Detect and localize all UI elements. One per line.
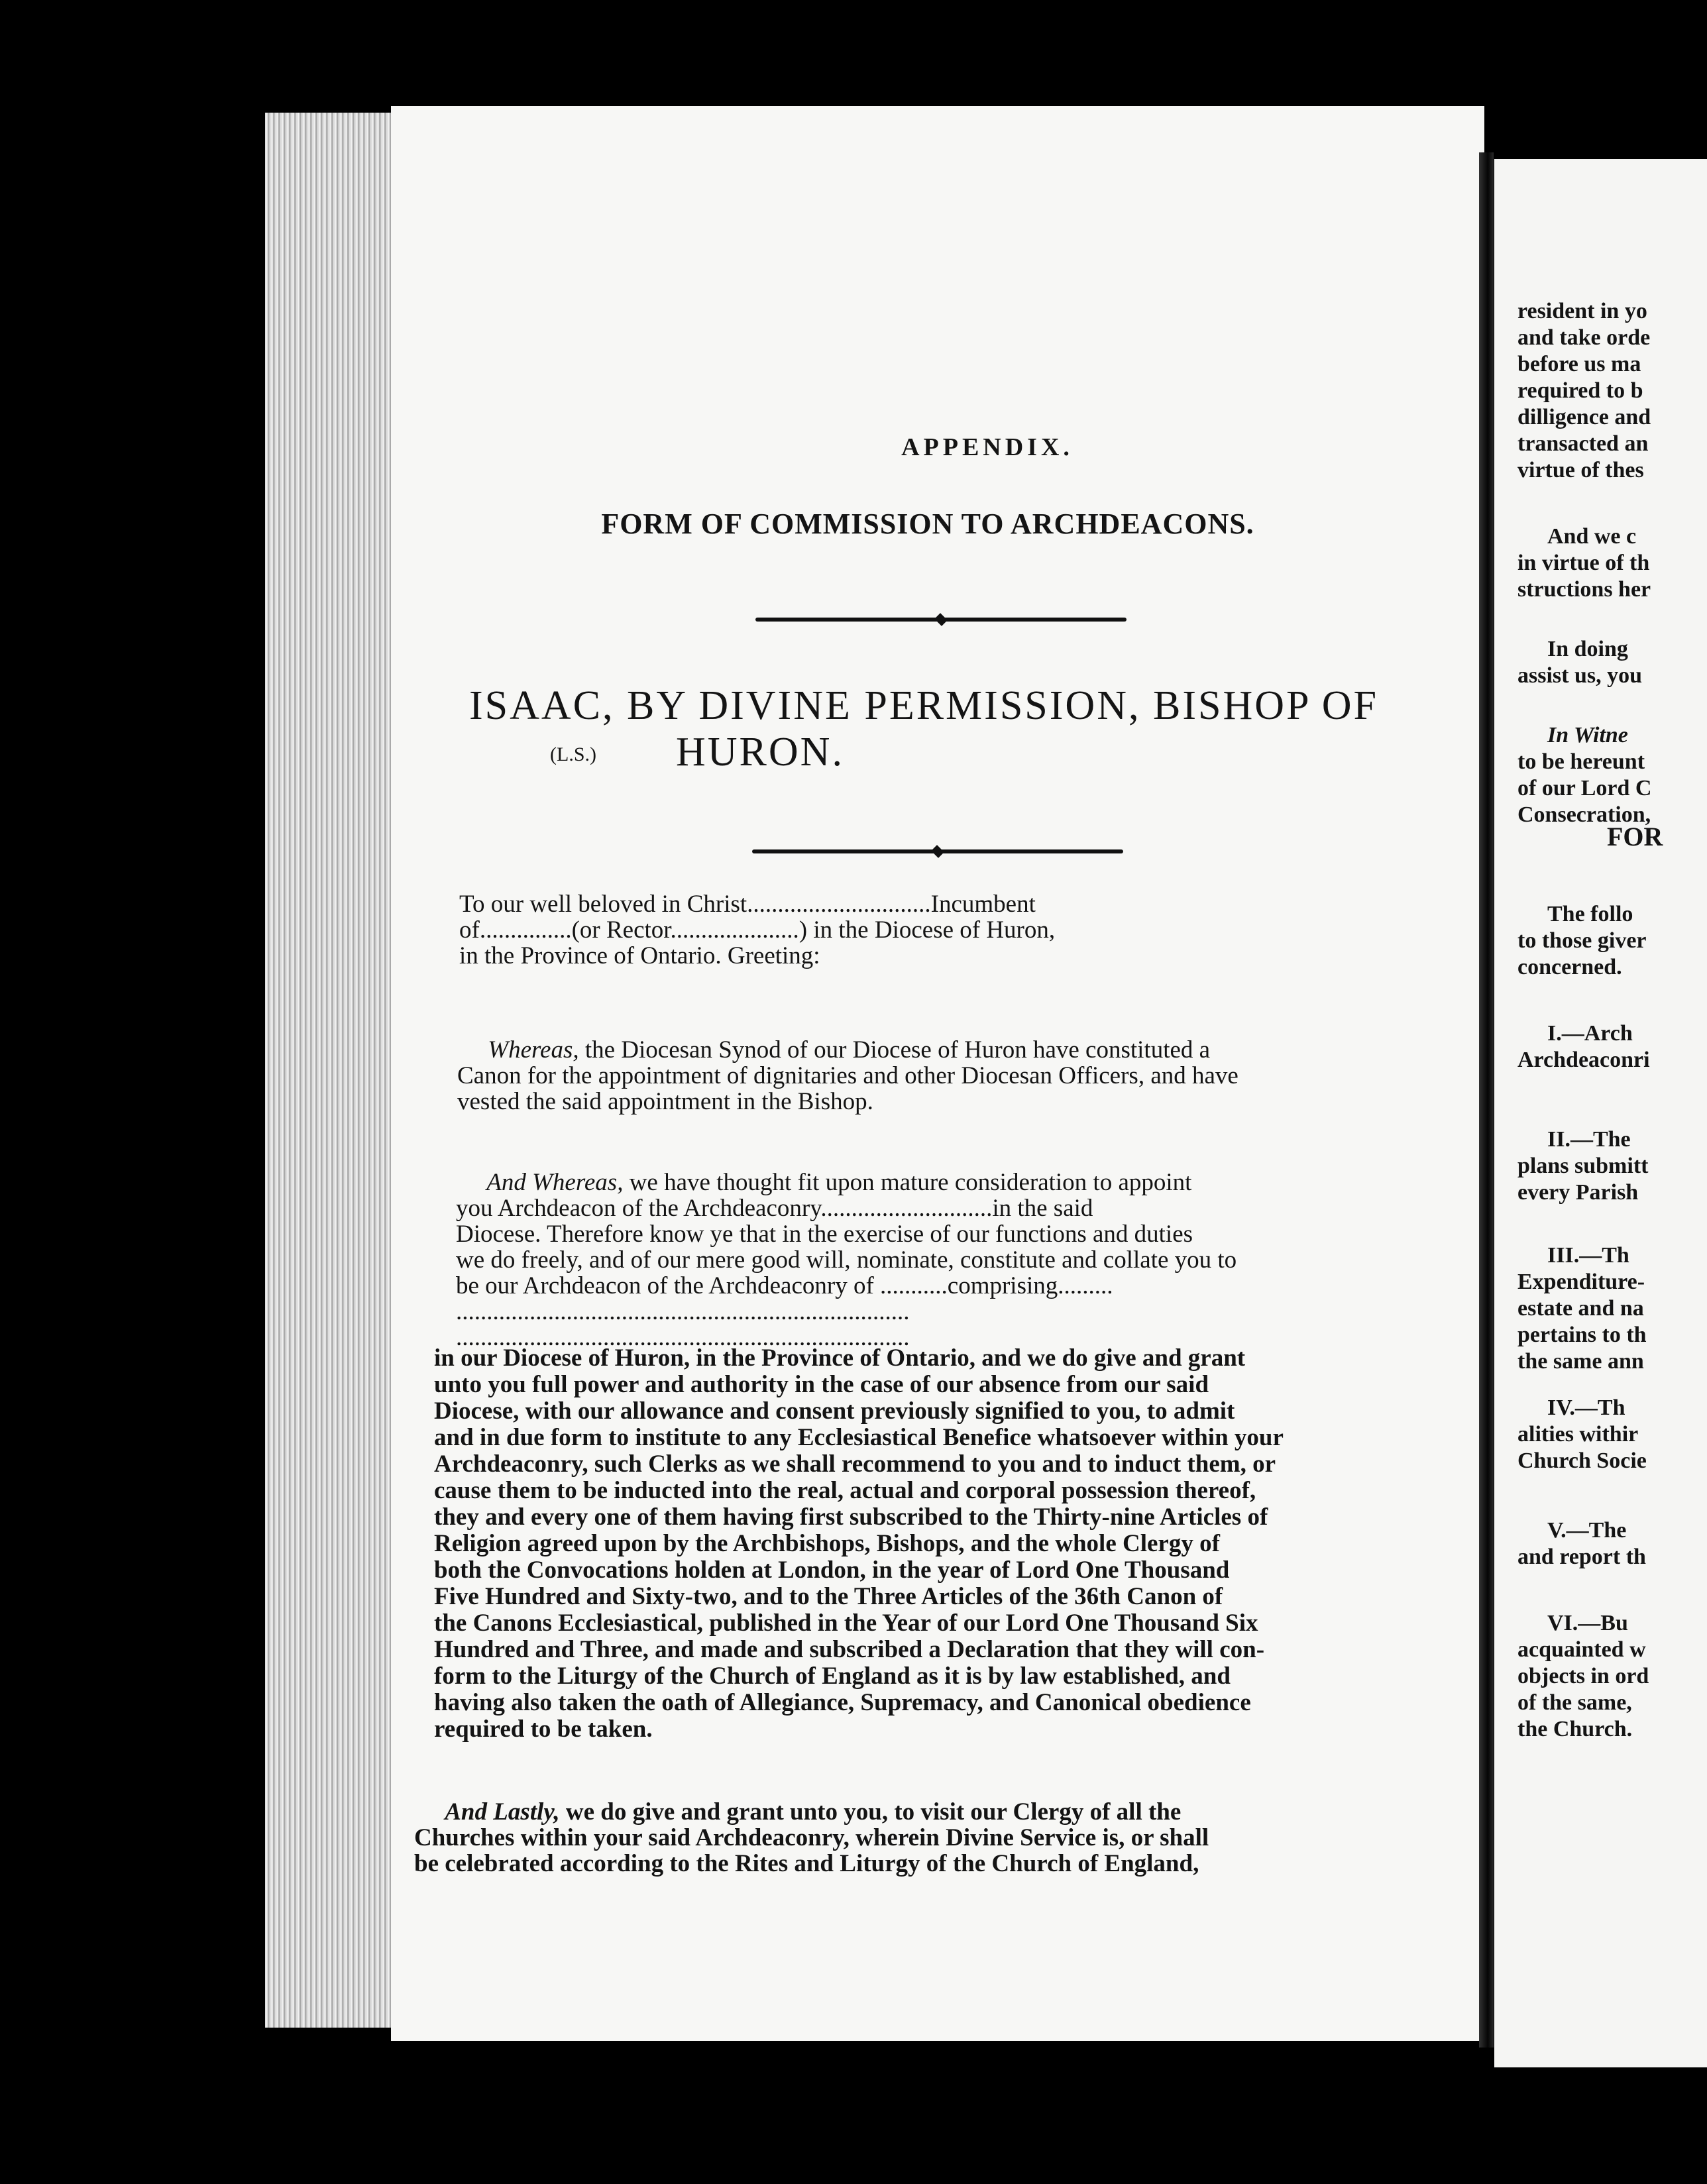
- text-line: Archdeaconry, such Clerks as we shall recommend to you and to induct them, or: [434, 1450, 1276, 1478]
- text-line: required to b: [1517, 378, 1643, 403]
- text-line: pertains to th: [1517, 1323, 1647, 1347]
- text-line: in our Diocese of Huron, in the Province of Ontario, and we do give and grant: [434, 1344, 1246, 1372]
- text-line: alities withir: [1517, 1422, 1639, 1447]
- text-line: acquainted w: [1517, 1637, 1646, 1662]
- text-line: plans submitt: [1517, 1154, 1649, 1178]
- text-line: I.—Arch: [1547, 1021, 1633, 1046]
- and-lastly-paragraph: [414, 1799, 1209, 1877]
- right-block: [1517, 1242, 1647, 1375]
- text-line: in virtue of th: [1517, 551, 1650, 575]
- text-line: Archdeaconri: [1517, 1048, 1650, 1072]
- text-line: every Parish: [1517, 1180, 1639, 1205]
- text-line: we do freely, and of our mere good will, nominate, constitute and collate you to: [456, 1246, 1237, 1274]
- text-line: transacted an: [1517, 431, 1649, 456]
- text-line: the same ann: [1517, 1349, 1644, 1374]
- text-line: ..........................................................................: [456, 1298, 910, 1325]
- text-line: Churches within your said Archdeaconry, wherein Divine Service is, or shall: [414, 1824, 1209, 1851]
- seal-mark: (L.S.): [550, 743, 596, 765]
- text-line: Religion agreed upon by the Archbishops, Bishops, and the whole Clergy of: [434, 1530, 1220, 1557]
- right-block: [1517, 1020, 1650, 1073]
- text-line: and report th: [1517, 1545, 1646, 1569]
- text-span: the Diocesan Synod of our Diocese of Huron have constituted a: [578, 1036, 1211, 1064]
- text-line: dilligence and: [1517, 405, 1651, 429]
- text-line: form to the Liturgy of the Church of England as it is by law established, and: [434, 1663, 1231, 1690]
- text-line: and in due form to institute to any Ecclesiastical Benefice whatsoever within your: [434, 1424, 1284, 1451]
- text-span: we do give and grant unto you, to visit our Clergy of all the: [559, 1798, 1182, 1826]
- grant-paragraph: [434, 1345, 1284, 1743]
- right-block: [1517, 523, 1651, 603]
- lead-word: And Lastly,: [445, 1798, 560, 1826]
- right-block: [1517, 722, 1651, 828]
- text-line: Church Socie: [1517, 1448, 1647, 1473]
- text-line: to be hereunt: [1517, 749, 1645, 774]
- text-line: Canon for the appointment of dignitaries and other Diocesan Officers, and have: [457, 1062, 1239, 1089]
- text-line: concerned.: [1517, 955, 1622, 979]
- text-line: The follo: [1547, 902, 1633, 926]
- text-line: the Church.: [1517, 1717, 1633, 1741]
- text-line: [456, 1170, 1237, 1195]
- text-line: objects in ord: [1517, 1664, 1649, 1688]
- text-line: to those giver: [1517, 928, 1647, 953]
- text-line: Consecration,: [1517, 802, 1651, 827]
- text-line: structions her: [1517, 577, 1651, 602]
- and-whereas-paragraph: [456, 1170, 1237, 1350]
- text-line: Diocese. Therefore know ye that in the exercise of our functions and duties: [456, 1221, 1193, 1248]
- text-line: VI.—Bu: [1547, 1611, 1628, 1635]
- text-line: Diocese, with our allowance and consent previously signified to you, to admit: [434, 1397, 1235, 1425]
- text-span: In Witne: [1547, 723, 1628, 747]
- text-line: [414, 1799, 1209, 1825]
- bishop-title-line2: HURON.: [676, 730, 844, 775]
- text-line: having also taken the oath of Allegiance, Supremacy, and Canonical obedience: [434, 1689, 1251, 1716]
- text-line: be celebrated according to the Rites and Liturgy of the Church of England,: [414, 1850, 1199, 1877]
- text-line: assist us, you: [1517, 663, 1643, 688]
- text-line: resident in yo: [1517, 299, 1647, 323]
- ornamental-rule: [755, 618, 1127, 622]
- text-line: Hundred and Three, and made and subscribed a Declaration that they will con-: [434, 1636, 1265, 1663]
- text-line: IV.—Th: [1547, 1395, 1625, 1420]
- text-line: estate and na: [1517, 1296, 1644, 1321]
- right-block: [1517, 636, 1642, 689]
- right-heading: FOR: [1607, 822, 1663, 851]
- appendix-heading: APPENDIX.: [901, 433, 1074, 461]
- text-line: both the Convocations holden at London, in the year of Lord One Thousand: [434, 1556, 1230, 1584]
- text-line: virtue of thes: [1517, 458, 1644, 482]
- text-line: Expenditure-: [1517, 1270, 1645, 1294]
- bishop-title-line1: ISAAC, BY DIVINE PERMISSION, BISHOP OF: [469, 683, 1378, 728]
- text-line: ..........................................................................: [456, 1324, 910, 1351]
- right-block: [1517, 1395, 1647, 1474]
- page-edges: [265, 113, 398, 2028]
- text-line: vested the said appointment in the Bishop.: [457, 1088, 873, 1115]
- lead-word: Whereas,: [488, 1036, 579, 1064]
- right-block: [1517, 901, 1647, 981]
- text-line: III.—Th: [1547, 1243, 1629, 1268]
- text-line: In doing: [1547, 637, 1628, 661]
- right-block: [1517, 1610, 1649, 1743]
- form-title: FORM OF COMMISSION TO ARCHDEACONS.: [601, 508, 1254, 540]
- text-line: you Archdeacon of the Archdeaconry............................in the said: [456, 1195, 1093, 1222]
- text-line: the Canons Ecclesiastical, published in the Year of our Lord One Thousand Six: [434, 1610, 1258, 1637]
- text-line: of our Lord C: [1517, 776, 1652, 800]
- text-line: II.—The: [1547, 1127, 1631, 1152]
- text-line: unto you full power and authority in the case of our absence from our said: [434, 1371, 1209, 1398]
- text-line: in the Province of Ontario. Greeting:: [459, 942, 820, 969]
- ornamental-rule: [752, 849, 1123, 853]
- text-line: cause them to be inducted into the real, actual and corporal possession thereof,: [434, 1477, 1256, 1504]
- text-line: and take orde: [1517, 325, 1651, 350]
- text-line: And we c: [1547, 524, 1637, 549]
- text-line: of...............(or Rector.....................) in the Diocese of Huron,: [459, 916, 1056, 944]
- text-line: To our well beloved in Christ..............................Incumbent: [459, 891, 1036, 918]
- text-span: we have thought fit upon mature consideration to appoint: [623, 1169, 1192, 1196]
- whereas-paragraph: [457, 1037, 1239, 1115]
- left-page: [391, 106, 1484, 2041]
- text-line: be our Archdeacon of the Archdeaconry of ...........comprising.........: [456, 1272, 1113, 1299]
- book-gutter: [1479, 152, 1494, 2048]
- right-page: [1494, 159, 1707, 2067]
- text-line: V.—The: [1547, 1518, 1627, 1543]
- text-line: before us ma: [1517, 352, 1641, 376]
- right-block: [1517, 1126, 1648, 1206]
- salutation-paragraph: [459, 891, 1055, 969]
- text-line: required to be taken.: [434, 1716, 653, 1743]
- text-line: of the same,: [1517, 1690, 1632, 1715]
- right-block: [1517, 1517, 1646, 1570]
- lead-word: And Whereas,: [486, 1169, 624, 1196]
- text-line: [1517, 722, 1651, 749]
- text-line: [457, 1037, 1239, 1063]
- text-line: Five Hundred and Sixty-two, and to the Three Articles of the 36th Canon of: [434, 1583, 1223, 1610]
- right-block: [1517, 298, 1651, 484]
- text-line: they and every one of them having first subscribed to the Thirty-nine Articles of: [434, 1503, 1268, 1531]
